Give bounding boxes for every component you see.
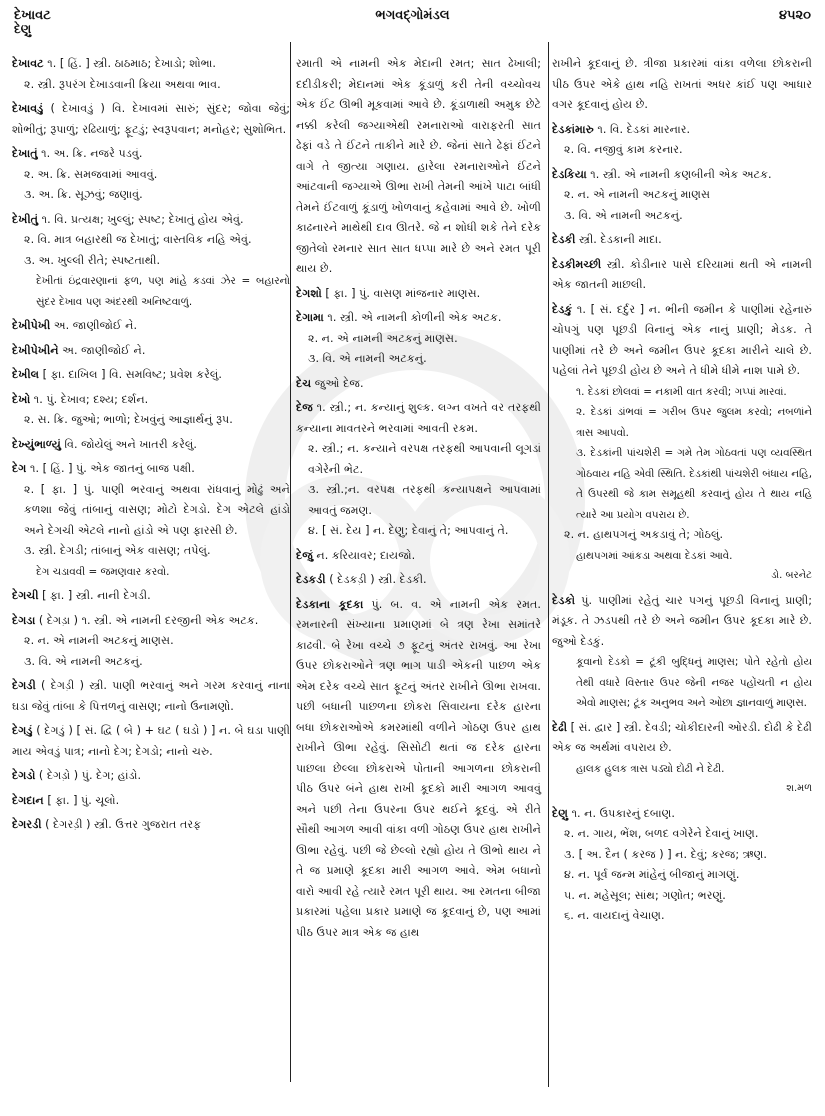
- quotation-source: ડો. બરનેટ: [771, 570, 812, 581]
- idiom-line: ૨. દેડકાં ડાંભવાં = ગરીબ ઉપર જુલમ કરવો; નબળાંને ત્રાસ આપવો.: [576, 406, 812, 439]
- headword: દેગડો: [12, 769, 36, 782]
- dictionary-entry: [12, 721, 290, 762]
- headword: દેગ: [12, 462, 27, 475]
- definition-text: [ ફા. ] પું. ચૂલો.: [43, 793, 120, 807]
- definition-text: ૧. વિ. દેડકાં મારનાર.: [593, 122, 691, 136]
- headword: દેડકી: [552, 233, 576, 246]
- definition-text: ૧. પું. દેખાવ; દશ્ય; દર્શન.: [30, 392, 149, 406]
- definition-text: ૧. સ્ત્રી.; ન. કન્યાનું શુલ્ક. લગ્ન વખતે વર તરફથી કન્યાના માવતરને ભરવામાં આવતી રકમ.: [296, 401, 541, 435]
- sense-line: ૪. ન. પૂર્વ જન્મ માંહેનું બીજાનું માગણું.: [564, 868, 740, 881]
- dictionary-entry: [552, 120, 812, 161]
- column-2: [296, 54, 541, 1096]
- continued-text: રાખીને કૂદવાનું છે. ત્રીજા પ્રકારમાં વાંકા વળેલા છોકરાની પીઠ ઉપર એકે હાથ નહિ રાખતાં અધર કાંઈ પણ આધાર વગર કૂદવાનું હોય છે.: [552, 57, 812, 111]
- entry-definition: [12, 815, 290, 836]
- definition-text: ૧. સ્ત્રી. એ નામની કણબીની એક અટક.: [586, 167, 772, 181]
- sense-line: ૬. ન. વાયદાનું વેચાણ.: [564, 909, 665, 922]
- definition-text: ( દેડકડ઼ી ) સ્ત્રી. દેડકી.: [325, 573, 427, 586]
- headword: દેડકાંમારુ: [552, 122, 594, 136]
- dictionary-entry: [12, 676, 290, 717]
- definition-text: ૧. [ હિં. ] સ્ત્રી. ઠાઠમાઠ; દેખાડો; શોભા.: [43, 57, 216, 70]
- entry-definition: [12, 144, 290, 165]
- definition-text: ( દેગડ઼ો ) પું. દેગ; હાંડો.: [35, 769, 141, 782]
- definition-text: પું. પાણીમાં રહેતું ચાર પગનું પૂછડી વિનાનું પ્રાણી; મંડૂક. તે ઝડપથી તરે છે અને જમીન ઉપર કૂદકા મારે છે. જુઓ દેડકું.: [552, 593, 812, 648]
- sense-line: ૫. ન. મહેસૂલ; સાંથ; ગણોત; ભરણું.: [564, 888, 726, 902]
- dictionary-entry: [12, 210, 290, 313]
- dictionary-entry: [296, 374, 541, 395]
- headword: દેચ: [296, 376, 312, 390]
- entry-definition: [296, 546, 541, 567]
- dictionary-entry: [552, 255, 812, 296]
- page-number: ૪૫૨૦: [778, 8, 811, 23]
- dictionary-entry: [12, 459, 290, 582]
- idiom-line: કૂવાનો દેડકો = ટૂંકી બુદ્ધિનું માણસ; પોતે રહેતો હોય તેથી વધારે વિસ્તાર ઉપર જેની નજર પહોંચતી ન હોય એવો માણસ; ટૂંક અનુભવ અને ઓછા જ્ઞાનવાળું માણસ.: [576, 656, 812, 709]
- headword: દેખીલ: [12, 368, 40, 381]
- entry-definition: [12, 721, 290, 762]
- sense-line: ૪. [ સં. દેય ] ન. દેણુ; દેવાનું તે; આપવાનું તે.: [308, 524, 509, 537]
- entry-definition: [12, 459, 290, 480]
- dictionary-entry: [552, 804, 812, 927]
- headword: દેડકો: [552, 593, 576, 607]
- dictionary-entry: [12, 144, 290, 206]
- dictionary-entry: [552, 591, 812, 714]
- headword: દેગદાન: [12, 793, 44, 807]
- definition-text: [ ફા. ] સ્ત્રી. નાની દેગડી.: [38, 589, 151, 602]
- entry-definition: [296, 284, 541, 305]
- entry-definition: [12, 611, 290, 632]
- quotation: હાથપગમાં આંકડા અથવા દેડકાં આવે.: [576, 549, 733, 562]
- definition-text: ૧. અ. ક્રિ. નજરે પડવું.: [37, 147, 143, 160]
- definition-text: ન. કરિયાવર; દાયજો.: [312, 548, 416, 562]
- entry-definition: [296, 570, 541, 591]
- sense-line: ૩. સ્ત્રી. દેગડી; તાંબાનું એક વાસણ; તપેલું.: [24, 544, 211, 557]
- definition-text: અ. જાણીજોઈ ને.: [58, 343, 146, 357]
- dictionary-entry: [12, 316, 290, 337]
- entry-definition: [12, 766, 290, 787]
- dictionary-entry: [12, 365, 290, 386]
- sense-line: ૩. વિ. એ નામની અટકનું.: [308, 352, 427, 365]
- dictionary-entry: [552, 165, 812, 227]
- entry-definition: [12, 676, 290, 717]
- headword: દેખાવટ: [12, 57, 44, 70]
- definition-text: [ ફા. ] પું. વાસણ માંજનાર માણસ.: [321, 286, 481, 300]
- definition-text: જુઓ દેજ.: [311, 376, 364, 390]
- sense-line: ૩. અ. ખુલ્લી રીતે; સ્પષ્ટતાથી.: [24, 253, 161, 267]
- dictionary-entry: [552, 230, 812, 251]
- entry-definition: [552, 230, 812, 251]
- headword: દેખીપેખીને: [12, 343, 59, 357]
- definition-text: ૧. [ હિં. ] પું. એક જાતનું બાજ પક્ષી.: [26, 462, 195, 475]
- entry-definition: [296, 398, 541, 439]
- entry-definition: [552, 718, 812, 759]
- entry-definition: [552, 255, 812, 296]
- dictionary-title: ભગવદ્ગોમંડલ: [375, 8, 450, 23]
- definition-text: ( દેખાવડું ) વિ. દેખાવમાં સારું; સુંદર; જોવા જેવું; શોભીતું; રૂપાળું; રઢિયાળું; ફૂટડું; સ્વરૂપવાન; મનોહર; સુશોભિત.: [12, 102, 290, 136]
- definition-text: ( દેગડું ) [ સં. દ્વિ ( બે ) + ઘટ ( ઘડો ) ] ન. બે ઘડા પાણી માય એવડું પાત્ર; નાનો દેગ; દેગડો; નાનો ચરુ.: [12, 724, 290, 758]
- continued-text: રમાતી એ નામની એક મેદાની રમત; સાત ઢેખાલી; દદીડીકરી; મેદાનમાં એક કૂંડાળું કરી તેની વચ્ચોવચ એક ઈંટ ઊભી મૂકવામાં આવે છે. કૂંડાળાથી અમુક છેટે નક્કી કરેલી જગ્યાએથી રમનારાઓ વારાફરતી સાત ઢેફાં વડે તે ઈંટને તાકીને મારે છે. જેનાં સાતે ઢેફાં ઈંટને વાગે તે જીત્યા ગણાય. હારેલા રમનારાઓને ઈંટને આંટવાની જગ્યાએ ઊભા રાખી તેમની આંખે પાટા બાંધી તેમને ઈંટવાળું કૂંડાળું ખોળવાનું કહેવામાં આવે છે. ખોળી કાઢનારને માથેથી દાવ ઊતરે. જે ન શોધી શકે તેને દરેક જીતેલો રમનાર સાત સાત ધપ્પા મારે છે અને રમત પૂરી થાય છે.: [296, 57, 541, 275]
- dictionary-entry: [12, 586, 290, 607]
- dictionary-entry: [12, 435, 290, 456]
- headword: દેગચી: [12, 589, 39, 602]
- dictionary-entry: [12, 99, 290, 140]
- entry-definition: [12, 54, 290, 75]
- entry-definition: [12, 341, 290, 362]
- guideword-last: દેણુ: [14, 22, 32, 36]
- idiom-line: દેગ ચડાવવી = જમણવાર કરવો.: [36, 565, 170, 578]
- sense-line: ૨. ન. ગાય, ભેંશ, બળદ વગેરેને દેવાનું ખાણ.: [564, 827, 759, 840]
- idiom-line: દેખીતાં ઇંદ્રવારણાનાં ફળ, પણ માંહે કડવાં ઝેર = બહારનો સુંદર દેખાવ પણ અંદરથી અનિષ્ટવાળું.: [36, 275, 290, 308]
- entry-definition: [552, 165, 812, 186]
- headword: દેઢી: [552, 720, 568, 734]
- idiom-line: ૧. દેડકાં છોલવાં = નકામી વાત કરવી; ગપ્પાં મારવાં.: [576, 385, 787, 398]
- headword: દેગરડી: [12, 818, 42, 831]
- headword: દેડકું: [552, 302, 573, 316]
- definition-text: સ્ત્રી. દેડકાની માદા.: [575, 233, 662, 246]
- idiom-line: ૩. દેડકાંની પાંચશેરી = ગમે તેમ ગોઠવતાં પણ વ્યવસ્થિત ગોઠવાય નહિ એવી સ્થિતિ. દેડકાંથી પાંચશેરી બંધાય નહિ, તે ઉપરથી જે કામ સમૂહથી કરવાનું હોય તે થાય નહિ ત્યારે આ પ્રયોગ વપરાય છે.: [576, 447, 812, 521]
- sense-line: ૩. [ અ. દૈન ( કરજ ) ] ન. દેવું; કરજ; ઋણ.: [564, 847, 767, 861]
- dictionary-entry: [12, 766, 290, 787]
- headword: દેખ્યુંભાળ્યું: [12, 437, 61, 451]
- definition-text: ૧. સ્ત્રી. એ નામની કોળીની એક અટક.: [323, 311, 502, 324]
- dictionary-entry: [552, 718, 812, 800]
- dictionary-entry: [12, 390, 290, 431]
- dictionary-entry: [296, 398, 541, 542]
- definition-text: ૧. ન. ઉપકારનું દબાણ.: [568, 806, 675, 820]
- definition-text: ૧. વિ. પ્રત્યક્ષ; ખુલ્લું; સ્પષ્ટ; દેખાતું હોય એવું.: [38, 212, 244, 226]
- entry-definition: [296, 308, 541, 329]
- definition-text: અ. જાણીજોઈ ને.: [50, 319, 138, 332]
- entry-definition: [552, 804, 812, 825]
- entry-definition: [296, 595, 541, 944]
- definition-text: ( દેગડ઼ી ) સ્ત્રી. પાણી ભરવાનું અને ગરમ કરવાનું નાના ઘડા જેવું તાંબા કે પિત્તળનું વાસણ; નાનો ઉનામણો.: [12, 679, 290, 713]
- entry-definition: [12, 316, 290, 337]
- headword: દેગડી: [12, 679, 36, 692]
- dictionary-entry: [12, 611, 290, 673]
- dictionary-entry: [296, 546, 541, 567]
- sense-line: ૩. વિ. એ નામની અટકનું.: [24, 654, 143, 668]
- quotation-source: શ.મળ: [786, 783, 812, 794]
- dictionary-entry: [552, 300, 812, 587]
- entry-definition: [552, 120, 812, 141]
- entry-definition: [12, 586, 290, 607]
- sense-line: ૨. ન. એ નામની અટકનું માણસ: [564, 188, 711, 201]
- headword: દેણુ: [552, 806, 569, 820]
- entry-definition: [12, 390, 290, 411]
- sense-line: ૨. ન. એ નામની અટકનું માણસ.: [24, 634, 174, 647]
- entry-definition: [552, 300, 812, 382]
- headword: દેજું: [296, 548, 313, 562]
- column-1: [12, 54, 290, 1096]
- definition-text: પું. બ. વ. એ નામની એક રમત. રમનારની સંખ્યાના પ્રમાણમાં બે ત્રણ રેખા સમાંતરે કાઢવી. બે રેખા વચ્ચે ૭ ફૂટનું અંતર રાખવું. આ રેખા ઉપર છોકરાઓને ત્રણ ભાગ પાડી એકની પાછળ એક એમ દરેક વચ્ચે સાત ફૂટનું અંતર રાખીને ઊભા રાખવા. પછી બધાની પાછળના છોકરા સિવાયના દરેક હારના બધા છોકરાઓએ કમરમાંથી વળીને ગોઠણ ઉપર હાથ રાખીને ઊભા રહેવું. સિસોટી થતાં જ દરેક હારના પાછલા છેલ્લા છોકરાએ પોતાની આગળના છોકરાની પીઠ ઉપર બંને હાથ રાખી કૂદકો મારી આગળ આવવું અને પછી તેના ઉપરના ઉપર થઈને કૂદવું. એ રીતે સૌથી આગળ આવી વાંકા વળી ગોઠણ ઉપર હાથ રાખીને ઊભા રહેવું. પછી જે છેલ્લો રહ્યો હોય તે ઊભો થાય ને તે જ પ્રમાણે કૂદકા મારી આગળ આવે. એમ બધાનો વારો આવી રહે ત્યારે રમત પૂરી થાય. આ રમતના બીજા પ્રકારમાં પહેલા પ્રકાર પ્રમાણે જ કૂદવાનું છે, પણ આમાં પીઠ ઉપર માત્ર એક જ હાથ: [296, 597, 541, 939]
- entry-definition: [12, 791, 290, 812]
- headword: દેખાવડું: [12, 102, 44, 115]
- entry-definition: [12, 365, 290, 386]
- dictionary-entry: [12, 791, 290, 812]
- column-divider: [290, 42, 291, 1082]
- dictionary-entry: [12, 341, 290, 362]
- entry-definition: [296, 374, 541, 395]
- sense-line: ૨. [ ફા. ] પું. પાણી ભરવાનું અથવા રાંધવાનું મોઢું અને કળશા જેવું તાંબાનું વાસણ; મોટો દેગડો. દેગ એટલે હાંડો અને દેગચી એટલે નાનો હાંડો એ પણ ફારસી છે.: [24, 482, 290, 537]
- dictionary-entry: [296, 308, 541, 370]
- headword: દેડકડી: [296, 573, 326, 586]
- sense-line: ૩. અ. ક્રિ. સૂઝવું; જણાવું.: [24, 188, 143, 201]
- headword: દેડકાના કૂદકા: [296, 597, 364, 611]
- sense-line: ૨. સ્ત્રી.; ન. કન્યાને વરપક્ષ તરફથી આપવાની લૂગડાં વગેરેની ભેટ.: [308, 442, 541, 476]
- sense-line: ૨. સ્ત્રી. રૂપરંગ દેખાડવાની ક્રિયા અથવા ભાવ.: [24, 77, 221, 91]
- headword: દેખીપેખી: [12, 319, 51, 332]
- sense-line: ૨. સ. ક્રિ. જુઓ; ભાળો; દેખવુંનું આજ્ઞાર્થનું રૂપ.: [24, 413, 233, 426]
- dictionary-entry: [12, 815, 290, 836]
- page-header: [14, 8, 811, 36]
- entry-definition: [12, 435, 290, 456]
- headword: દેજ: [296, 401, 313, 414]
- sense-line: ૨. ન. હાથપગનું અકડાવું તે; ગોઠલું.: [564, 528, 724, 541]
- entry-definition: [552, 591, 812, 653]
- definition-text: સ્ત્રી. કોડીનાર પાસે દરિયામાં થતી એ નામની એક જાતની માછલી.: [552, 257, 812, 291]
- quotation: હાલક હુલક ત્રાસ પડ્યો દોઢી ને દેઢી.: [576, 762, 725, 775]
- entry-definition: [12, 210, 290, 231]
- headword: દેગશો: [296, 286, 322, 300]
- headword: દેગડું: [12, 724, 33, 737]
- column-3: [552, 54, 812, 1096]
- sense-line: ૩. સ્ત્રી.;ન. વરપક્ષ તરફથી કન્યાપક્ષને આપવામાં આવતું જમણ.: [308, 483, 541, 517]
- headword: દેગડા: [12, 613, 36, 627]
- sense-line: ૨. અ. ક્રિ. સમજવામાં આવવું.: [24, 167, 158, 181]
- headword: દેડકીમચ્છી: [552, 257, 602, 271]
- sense-line: ૨. ન. એ નામની અટકનું માણસ.: [308, 331, 458, 345]
- sense-line: ૨. વિ. માત્ર બહારથી જ દેખાતું; વાસ્તવિક નહિ એવું.: [24, 233, 252, 246]
- headword: દેડકિયા: [552, 167, 587, 181]
- dictionary-entry: [296, 570, 541, 591]
- sense-line: ૨. વિ. નજીવું કામ કરનાર.: [564, 143, 683, 156]
- dictionary-entry: [296, 595, 541, 944]
- headword: દેખો: [12, 392, 31, 406]
- guideword-first: દેખાવટ: [14, 8, 51, 23]
- entry-definition: [12, 99, 290, 140]
- definition-text: [ ફા. દાખિલ ] વિ. સમવિષ્ટ; પ્રવેશ કરેલું.: [39, 368, 222, 381]
- definition-text: ૧. [ સં. દર્દુર ] ન. ભીની જમીન કે પાણીમાં રહેનારું ચોપગું પણ પૂછડી વિનાનું એક નાનું પ્રાણી; મેડક. તે પાણીમાં તરે છે અને જમીન ઉપર કૂદકા મારીને ચાલે છે. પહેલાં તેને પૂછડી હોય છે અને તે ધીમે ધીમે નાશ પામે છે.: [552, 302, 812, 377]
- definition-text: ( દેગડ઼ા ) ૧. સ્ત્રી. એ નામની દરજીની એક અટક.: [35, 613, 259, 627]
- dictionary-entry: [296, 284, 541, 305]
- definition-text: ( દેગરડ઼ી ) સ્ત્રી. ઉત્તર ગુજરાત તરફ: [41, 818, 202, 831]
- headword: દેગામા: [296, 311, 324, 324]
- headword: દેખાતું: [12, 147, 38, 160]
- sense-line: ૩. વિ. એ નામની અટકનું.: [564, 208, 683, 222]
- dictionary-entry: [12, 54, 290, 95]
- headword: દેખીતું: [12, 212, 39, 226]
- definition-text: વિ. જોયેલું અને ખાતરી કરેલું.: [60, 437, 197, 451]
- column-divider: [548, 42, 549, 1087]
- definition-text: [ સં. દ્વાર ] સ્ત્રી. દેવડી; ચોકીદારની ઓરડી. દોઢી કે દેઢી એક જ અર્થમાં વપરાય છે.: [552, 720, 813, 754]
